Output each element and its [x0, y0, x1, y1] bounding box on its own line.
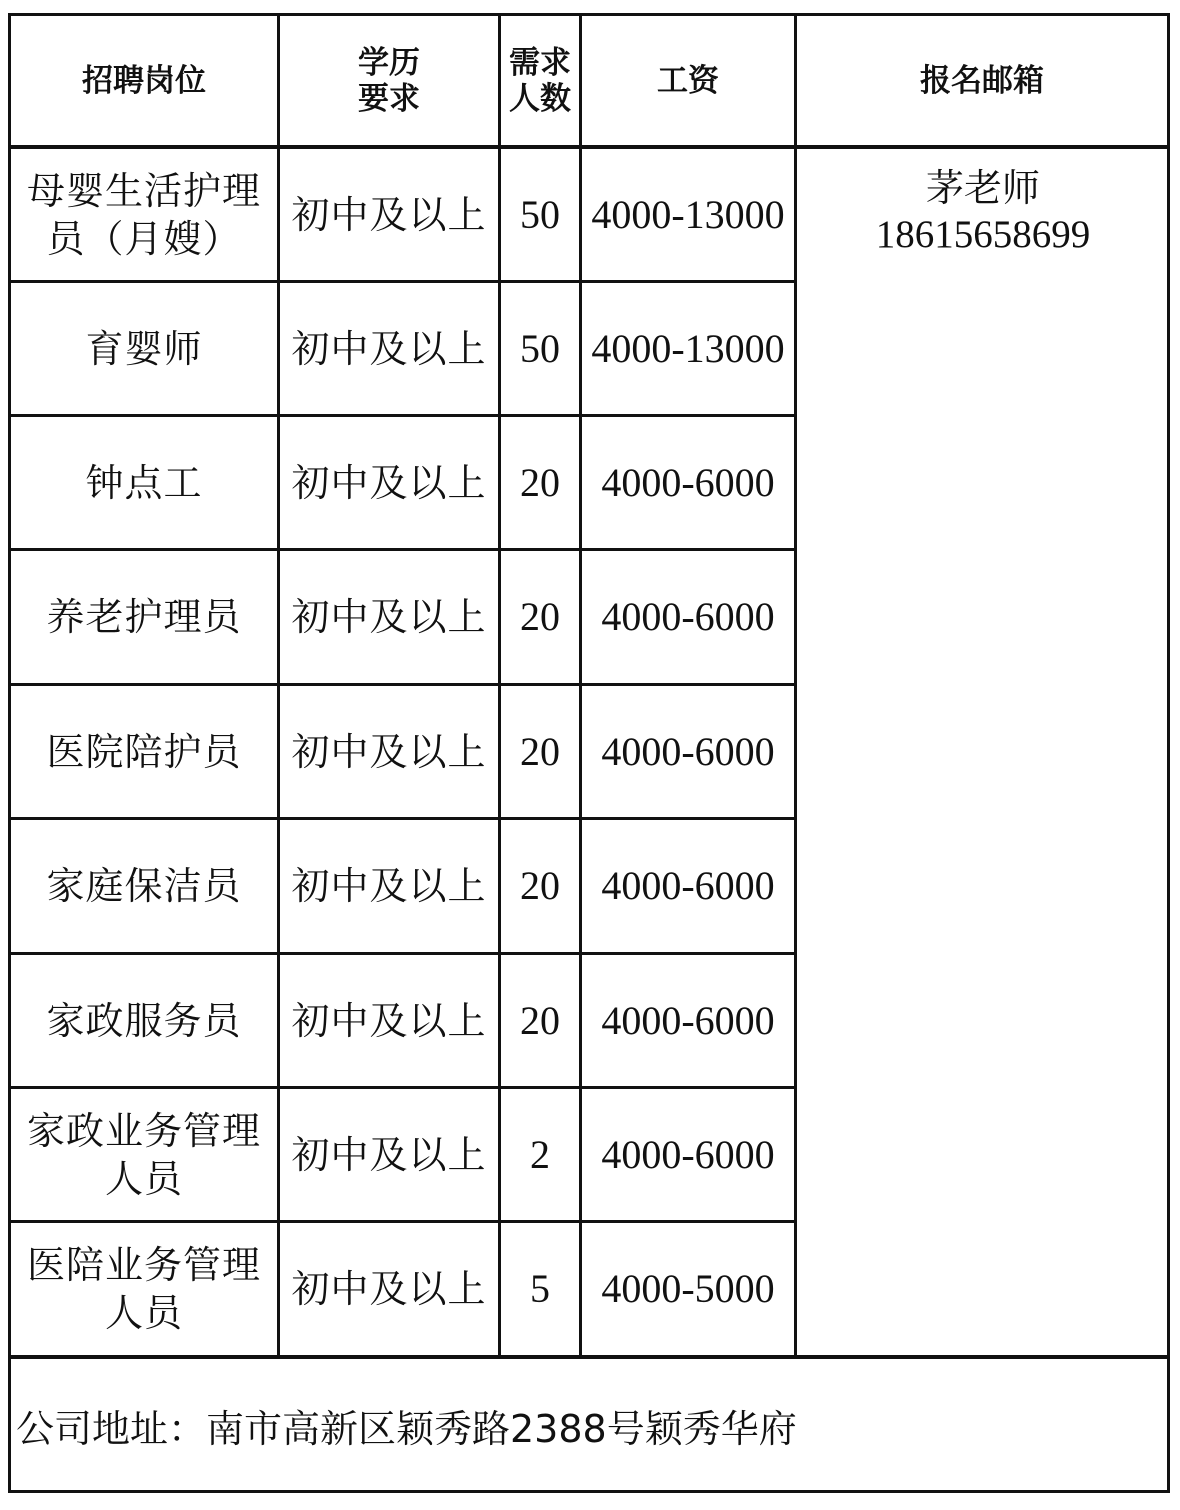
salary-value: 4000-6000: [601, 1131, 775, 1177]
row-count: [501, 1089, 579, 1220]
salary-value: 4000-13000: [591, 191, 785, 237]
salary-value: 4000-6000: [601, 728, 775, 774]
education-value: 初中及以上: [291, 864, 487, 908]
education-value: 初中及以上: [291, 1267, 487, 1311]
position-line2: 人员: [104, 1291, 183, 1335]
row-position: [11, 551, 277, 683]
position-line2: 员（月嫂）: [46, 216, 242, 261]
row-count: [501, 417, 579, 548]
row-count: [501, 149, 579, 280]
row-count: [501, 283, 579, 414]
row-education: [280, 1223, 498, 1355]
header-count-line2: 人数: [509, 80, 571, 117]
salary-value: 4000-5000: [601, 1266, 775, 1311]
education-value: 初中及以上: [291, 998, 487, 1043]
position-line1: 母婴生活护理: [26, 168, 261, 213]
education-value: 初中及以上: [291, 460, 487, 505]
row-salary: [582, 551, 794, 683]
row-position: [11, 283, 277, 414]
header-education: [280, 16, 498, 145]
row-count: [501, 551, 579, 683]
salary-value: 4000-6000: [601, 459, 775, 505]
row-position: [11, 1089, 277, 1220]
row-salary: [582, 283, 794, 414]
contact-cell: [798, 150, 1168, 258]
row-count: [501, 955, 579, 1086]
count-value: 50: [520, 325, 560, 371]
count-value: 20: [520, 594, 560, 639]
count-value: 5: [530, 1266, 550, 1311]
education-value: 初中及以上: [291, 595, 487, 639]
education-value: 初中及以上: [291, 192, 487, 237]
position-line1: 养老护理员: [46, 595, 242, 639]
row-education: [280, 1089, 498, 1220]
count-value: 20: [520, 863, 560, 908]
position-line1: 家政服务员: [46, 998, 242, 1043]
column-divider: [794, 13, 797, 1357]
row-count: [501, 820, 579, 952]
education-value: 初中及以上: [291, 729, 487, 774]
row-education: [280, 820, 498, 952]
row-education: [280, 283, 498, 414]
header-count-line1: 需求: [509, 44, 571, 81]
row-salary: [582, 1223, 794, 1355]
row-education: [280, 955, 498, 1086]
position-line1: 家庭保洁员: [46, 864, 242, 908]
row-position: [11, 149, 277, 280]
position-line1: 家政业务管理: [26, 1108, 261, 1153]
header-position-label: 招聘岗位: [82, 62, 206, 99]
row-salary: [582, 417, 794, 548]
row-salary: [582, 686, 794, 817]
position-line1: 育婴师: [85, 326, 203, 371]
row-education: [280, 686, 498, 817]
contact-phone[interactable]: 18615658699: [875, 213, 1091, 256]
header-education-line2: 要求: [358, 80, 420, 117]
count-value: 20: [520, 459, 560, 505]
position-line1: 钟点工: [85, 460, 203, 505]
row-position: [11, 1223, 277, 1355]
position-line1: 医陪业务管理: [26, 1243, 261, 1287]
salary-value: 4000-6000: [601, 997, 775, 1043]
row-position: [11, 417, 277, 548]
company-address-text: 公司地址：南市高新区颖秀路2388号颖秀华府: [16, 1406, 797, 1451]
company-address: [16, 1360, 1156, 1490]
row-divider: [8, 1355, 1170, 1359]
education-value: 初中及以上: [291, 1132, 487, 1177]
count-value: 20: [520, 997, 560, 1043]
count-value: 20: [520, 728, 560, 774]
row-salary: [582, 1089, 794, 1220]
header-position: [11, 16, 277, 145]
salary-value: 4000-13000: [591, 325, 785, 371]
header-count: [501, 16, 579, 145]
count-value: 2: [530, 1131, 550, 1177]
contact-name: 茅老师: [925, 166, 1040, 210]
row-count: [501, 686, 579, 817]
position-line2: 人员: [104, 1156, 183, 1201]
row-position: [11, 820, 277, 952]
row-salary: [582, 820, 794, 952]
row-salary: [582, 955, 794, 1086]
salary-value: 4000-6000: [601, 594, 775, 639]
header-email-label: 报名邮箱: [920, 62, 1044, 99]
row-education: [280, 551, 498, 683]
header-email: [797, 16, 1167, 145]
row-position: [11, 686, 277, 817]
row-education: [280, 149, 498, 280]
row-salary: [582, 149, 794, 280]
row-count: [501, 1223, 579, 1355]
education-value: 初中及以上: [291, 326, 487, 371]
header-salary: [582, 16, 794, 145]
row-education: [280, 417, 498, 548]
position-line1: 医院陪护员: [46, 729, 242, 774]
header-salary-label: 工资: [657, 62, 719, 99]
count-value: 50: [520, 191, 560, 237]
salary-value: 4000-6000: [601, 863, 775, 908]
header-education-line1: 学历: [358, 44, 420, 81]
row-position: [11, 955, 277, 1086]
